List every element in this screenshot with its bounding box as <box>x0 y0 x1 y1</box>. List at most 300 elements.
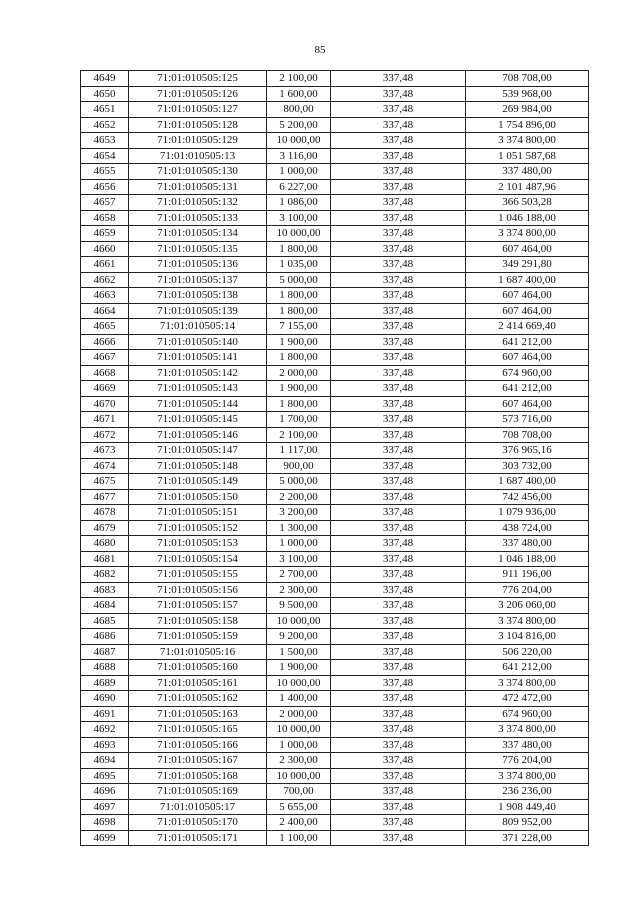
cadastral-number-cell: 71:01:010505:168 <box>129 768 267 784</box>
row-number-cell: 4692 <box>81 722 129 738</box>
rate-cell: 337,48 <box>331 303 466 319</box>
rate-cell: 337,48 <box>331 691 466 707</box>
value-cell: 376 965,16 <box>466 443 589 459</box>
rate-cell: 337,48 <box>331 288 466 304</box>
row-number-cell: 4681 <box>81 551 129 567</box>
row-number-cell: 4656 <box>81 179 129 195</box>
rate-cell: 337,48 <box>331 102 466 118</box>
rate-cell: 337,48 <box>331 474 466 490</box>
row-number-cell: 4654 <box>81 148 129 164</box>
value-cell: 303 732,00 <box>466 458 589 474</box>
value-cell: 3 374 800,00 <box>466 768 589 784</box>
row-number-cell: 4661 <box>81 257 129 273</box>
area-cell: 5 000,00 <box>267 474 331 490</box>
value-cell: 3 374 800,00 <box>466 722 589 738</box>
row-number-cell: 4678 <box>81 505 129 521</box>
table-row <box>81 784 589 800</box>
value-cell: 607 464,00 <box>466 241 589 257</box>
value-cell: 506 220,00 <box>466 644 589 660</box>
area-cell: 6 227,00 <box>267 179 331 195</box>
value-cell: 3 104 816,00 <box>466 629 589 645</box>
rate-cell: 337,48 <box>331 164 466 180</box>
row-number-cell: 4658 <box>81 210 129 226</box>
cadastral-number-cell: 71:01:010505:149 <box>129 474 267 490</box>
cadastral-number-cell: 71:01:010505:126 <box>129 86 267 102</box>
table-row <box>81 195 589 211</box>
value-cell: 349 291,80 <box>466 257 589 273</box>
value-cell: 1 046 188,00 <box>466 551 589 567</box>
value-cell: 809 952,00 <box>466 815 589 831</box>
cadastral-number-cell: 71:01:010505:125 <box>129 71 267 87</box>
value-cell: 269 984,00 <box>466 102 589 118</box>
value-cell: 573 716,00 <box>466 412 589 428</box>
row-number-cell: 4682 <box>81 567 129 583</box>
page-number: 85 <box>314 44 326 56</box>
rate-cell: 337,48 <box>331 536 466 552</box>
rate-cell: 337,48 <box>331 117 466 133</box>
value-cell: 438 724,00 <box>466 520 589 536</box>
table-row <box>81 551 589 567</box>
table-row <box>81 567 589 583</box>
value-cell: 1 687 400,00 <box>466 272 589 288</box>
row-number-cell: 4660 <box>81 241 129 257</box>
area-cell: 1 800,00 <box>267 241 331 257</box>
rate-cell: 337,48 <box>331 334 466 350</box>
cadastral-number-cell: 71:01:010505:135 <box>129 241 267 257</box>
cadastral-number-cell: 71:01:010505:155 <box>129 567 267 583</box>
table-row <box>81 319 589 335</box>
cadastral-number-cell: 71:01:010505:169 <box>129 784 267 800</box>
rate-cell: 337,48 <box>331 551 466 567</box>
value-cell: 3 374 800,00 <box>466 675 589 691</box>
cadastral-number-cell: 71:01:010505:132 <box>129 195 267 211</box>
row-number-cell: 4691 <box>81 706 129 722</box>
table-row <box>81 722 589 738</box>
cadastral-number-cell: 71:01:010505:157 <box>129 598 267 614</box>
table-row <box>81 303 589 319</box>
cadastral-number-cell: 71:01:010505:144 <box>129 396 267 412</box>
value-cell: 641 212,00 <box>466 381 589 397</box>
value-cell: 3 374 800,00 <box>466 133 589 149</box>
rate-cell: 337,48 <box>331 226 466 242</box>
area-cell: 1 000,00 <box>267 536 331 552</box>
cadastral-number-cell: 71:01:010505:138 <box>129 288 267 304</box>
area-cell: 900,00 <box>267 458 331 474</box>
row-number-cell: 4667 <box>81 350 129 366</box>
value-cell: 3 206 060,00 <box>466 598 589 614</box>
rate-cell: 337,48 <box>331 272 466 288</box>
rate-cell: 337,48 <box>331 768 466 784</box>
table-row <box>81 706 589 722</box>
cadastral-number-cell: 71:01:010505:141 <box>129 350 267 366</box>
table-row <box>81 133 589 149</box>
row-number-cell: 4689 <box>81 675 129 691</box>
table-row <box>81 179 589 195</box>
rate-cell: 337,48 <box>331 799 466 815</box>
area-cell: 2 100,00 <box>267 427 331 443</box>
area-cell: 1 900,00 <box>267 660 331 676</box>
area-cell: 1 800,00 <box>267 396 331 412</box>
value-cell: 607 464,00 <box>466 288 589 304</box>
rate-cell: 337,48 <box>331 241 466 257</box>
area-cell: 10 000,00 <box>267 226 331 242</box>
rate-cell: 337,48 <box>331 396 466 412</box>
area-cell: 1 500,00 <box>267 644 331 660</box>
row-number-cell: 4674 <box>81 458 129 474</box>
area-cell: 3 100,00 <box>267 210 331 226</box>
rate-cell: 337,48 <box>331 644 466 660</box>
area-cell: 1 400,00 <box>267 691 331 707</box>
row-number-cell: 4664 <box>81 303 129 319</box>
rate-cell: 337,48 <box>331 319 466 335</box>
area-cell: 1 300,00 <box>267 520 331 536</box>
row-number-cell: 4672 <box>81 427 129 443</box>
table-row <box>81 443 589 459</box>
table-row <box>81 830 589 846</box>
row-number-cell: 4659 <box>81 226 129 242</box>
row-number-cell: 4665 <box>81 319 129 335</box>
value-cell: 366 503,28 <box>466 195 589 211</box>
value-cell: 539 968,00 <box>466 86 589 102</box>
table-row <box>81 272 589 288</box>
value-cell: 371 228,00 <box>466 830 589 846</box>
cadastral-number-cell: 71:01:010505:158 <box>129 613 267 629</box>
area-cell: 2 700,00 <box>267 567 331 583</box>
area-cell: 800,00 <box>267 102 331 118</box>
cadastral-number-cell: 71:01:010505:136 <box>129 257 267 273</box>
cadastral-number-cell: 71:01:010505:171 <box>129 830 267 846</box>
value-cell: 607 464,00 <box>466 350 589 366</box>
rate-cell: 337,48 <box>331 737 466 753</box>
row-number-cell: 4655 <box>81 164 129 180</box>
row-number-cell: 4699 <box>81 830 129 846</box>
table-row <box>81 660 589 676</box>
table-row <box>81 675 589 691</box>
rate-cell: 337,48 <box>331 613 466 629</box>
table-row <box>81 164 589 180</box>
value-cell: 607 464,00 <box>466 396 589 412</box>
cadastral-number-cell: 71:01:010505:153 <box>129 536 267 552</box>
table-row <box>81 474 589 490</box>
table-row <box>81 799 589 815</box>
area-cell: 10 000,00 <box>267 613 331 629</box>
rate-cell: 337,48 <box>331 505 466 521</box>
rate-cell: 337,48 <box>331 520 466 536</box>
value-cell: 641 212,00 <box>466 334 589 350</box>
rate-cell: 337,48 <box>331 148 466 164</box>
value-cell: 674 960,00 <box>466 365 589 381</box>
table-row <box>81 489 589 505</box>
value-cell: 337 480,00 <box>466 536 589 552</box>
rate-cell: 337,48 <box>331 582 466 598</box>
row-number-cell: 4694 <box>81 753 129 769</box>
table-row <box>81 71 589 87</box>
cadastral-number-cell: 71:01:010505:129 <box>129 133 267 149</box>
rate-cell: 337,48 <box>331 133 466 149</box>
row-number-cell: 4698 <box>81 815 129 831</box>
cadastral-number-cell: 71:01:010505:130 <box>129 164 267 180</box>
row-number-cell: 4693 <box>81 737 129 753</box>
area-cell: 2 000,00 <box>267 706 331 722</box>
cadastral-number-cell: 71:01:010505:16 <box>129 644 267 660</box>
table-row <box>81 598 589 614</box>
rate-cell: 337,48 <box>331 660 466 676</box>
area-cell: 10 000,00 <box>267 675 331 691</box>
cadastral-number-cell: 71:01:010505:147 <box>129 443 267 459</box>
value-cell: 472 472,00 <box>466 691 589 707</box>
area-cell: 2 300,00 <box>267 753 331 769</box>
table-body <box>81 71 589 846</box>
row-number-cell: 4651 <box>81 102 129 118</box>
cadastral-number-cell: 71:01:010505:131 <box>129 179 267 195</box>
area-cell: 10 000,00 <box>267 133 331 149</box>
area-cell: 3 200,00 <box>267 505 331 521</box>
cadastral-number-cell: 71:01:010505:170 <box>129 815 267 831</box>
cadastral-number-cell: 71:01:010505:167 <box>129 753 267 769</box>
rate-cell: 337,48 <box>331 722 466 738</box>
area-cell: 1 000,00 <box>267 164 331 180</box>
value-cell: 742 456,00 <box>466 489 589 505</box>
table-row <box>81 644 589 660</box>
value-cell: 1 046 188,00 <box>466 210 589 226</box>
rate-cell: 337,48 <box>331 489 466 505</box>
row-number-cell: 4662 <box>81 272 129 288</box>
value-cell: 2 414 669,40 <box>466 319 589 335</box>
rate-cell: 337,48 <box>331 706 466 722</box>
rate-cell: 337,48 <box>331 71 466 87</box>
value-cell: 911 196,00 <box>466 567 589 583</box>
area-cell: 1 000,00 <box>267 737 331 753</box>
rate-cell: 337,48 <box>331 598 466 614</box>
cadastral-number-cell: 71:01:010505:17 <box>129 799 267 815</box>
table-row <box>81 241 589 257</box>
cadastral-number-cell: 71:01:010505:146 <box>129 427 267 443</box>
area-cell: 1 117,00 <box>267 443 331 459</box>
row-number-cell: 4669 <box>81 381 129 397</box>
rate-cell: 337,48 <box>331 381 466 397</box>
area-cell: 700,00 <box>267 784 331 800</box>
area-cell: 1 100,00 <box>267 830 331 846</box>
cadastral-number-cell: 71:01:010505:143 <box>129 381 267 397</box>
rate-cell: 337,48 <box>331 443 466 459</box>
row-number-cell: 4690 <box>81 691 129 707</box>
table-row <box>81 536 589 552</box>
rate-cell: 337,48 <box>331 210 466 226</box>
rate-cell: 337,48 <box>331 350 466 366</box>
value-cell: 3 374 800,00 <box>466 226 589 242</box>
rate-cell: 337,48 <box>331 567 466 583</box>
table-row <box>81 505 589 521</box>
cadastral-number-cell: 71:01:010505:145 <box>129 412 267 428</box>
area-cell: 1 800,00 <box>267 303 331 319</box>
cadastral-number-cell: 71:01:010505:133 <box>129 210 267 226</box>
rate-cell: 337,48 <box>331 629 466 645</box>
row-number-cell: 4687 <box>81 644 129 660</box>
area-cell: 2 100,00 <box>267 71 331 87</box>
cadastral-number-cell: 71:01:010505:154 <box>129 551 267 567</box>
table-row <box>81 210 589 226</box>
cadastral-number-cell: 71:01:010505:134 <box>129 226 267 242</box>
value-cell: 607 464,00 <box>466 303 589 319</box>
table-row <box>81 117 589 133</box>
area-cell: 1 700,00 <box>267 412 331 428</box>
area-cell: 9 500,00 <box>267 598 331 614</box>
table-row <box>81 257 589 273</box>
value-cell: 674 960,00 <box>466 706 589 722</box>
row-number-cell: 4695 <box>81 768 129 784</box>
table-row <box>81 365 589 381</box>
table-row <box>81 582 589 598</box>
area-cell: 1 035,00 <box>267 257 331 273</box>
row-number-cell: 4657 <box>81 195 129 211</box>
cadastral-number-cell: 71:01:010505:162 <box>129 691 267 707</box>
table-row <box>81 288 589 304</box>
rate-cell: 337,48 <box>331 257 466 273</box>
row-number-cell: 4684 <box>81 598 129 614</box>
table-row <box>81 148 589 164</box>
row-number-cell: 4663 <box>81 288 129 304</box>
rate-cell: 337,48 <box>331 86 466 102</box>
rate-cell: 337,48 <box>331 365 466 381</box>
value-cell: 641 212,00 <box>466 660 589 676</box>
row-number-cell: 4675 <box>81 474 129 490</box>
area-cell: 5 000,00 <box>267 272 331 288</box>
cadastral-number-cell: 71:01:010505:161 <box>129 675 267 691</box>
row-number-cell: 4685 <box>81 613 129 629</box>
table-row <box>81 737 589 753</box>
area-cell: 10 000,00 <box>267 722 331 738</box>
value-cell: 337 480,00 <box>466 164 589 180</box>
table-row <box>81 102 589 118</box>
area-cell: 1 800,00 <box>267 288 331 304</box>
rate-cell: 337,48 <box>331 784 466 800</box>
area-cell: 3 100,00 <box>267 551 331 567</box>
cadastral-number-cell: 71:01:010505:128 <box>129 117 267 133</box>
row-number-cell: 4666 <box>81 334 129 350</box>
cadastral-number-cell: 71:01:010505:14 <box>129 319 267 335</box>
cadastral-number-cell: 71:01:010505:142 <box>129 365 267 381</box>
cadastral-number-cell: 71:01:010505:139 <box>129 303 267 319</box>
row-number-cell: 4670 <box>81 396 129 412</box>
area-cell: 9 200,00 <box>267 629 331 645</box>
row-number-cell: 4668 <box>81 365 129 381</box>
rate-cell: 337,48 <box>331 412 466 428</box>
rate-cell: 337,48 <box>331 179 466 195</box>
table-row <box>81 458 589 474</box>
table-row <box>81 815 589 831</box>
area-cell: 2 300,00 <box>267 582 331 598</box>
area-cell: 5 200,00 <box>267 117 331 133</box>
area-cell: 1 086,00 <box>267 195 331 211</box>
table-row <box>81 629 589 645</box>
area-cell: 3 116,00 <box>267 148 331 164</box>
table-row <box>81 381 589 397</box>
rate-cell: 337,48 <box>331 427 466 443</box>
value-cell: 337 480,00 <box>466 737 589 753</box>
value-cell: 3 374 800,00 <box>466 613 589 629</box>
cadastral-value-table <box>80 70 589 846</box>
area-cell: 2 200,00 <box>267 489 331 505</box>
area-cell: 1 900,00 <box>267 334 331 350</box>
value-cell: 1 754 896,00 <box>466 117 589 133</box>
row-number-cell: 4683 <box>81 582 129 598</box>
row-number-cell: 4686 <box>81 629 129 645</box>
value-cell: 708 708,00 <box>466 427 589 443</box>
row-number-cell: 4677 <box>81 489 129 505</box>
table-row <box>81 691 589 707</box>
rate-cell: 337,48 <box>331 830 466 846</box>
table-row <box>81 396 589 412</box>
area-cell: 2 000,00 <box>267 365 331 381</box>
row-number-cell: 4679 <box>81 520 129 536</box>
cadastral-number-cell: 71:01:010505:150 <box>129 489 267 505</box>
table-row <box>81 412 589 428</box>
cadastral-number-cell: 71:01:010505:159 <box>129 629 267 645</box>
row-number-cell: 4652 <box>81 117 129 133</box>
area-cell: 1 800,00 <box>267 350 331 366</box>
cadastral-number-cell: 71:01:010505:166 <box>129 737 267 753</box>
rate-cell: 337,48 <box>331 815 466 831</box>
value-cell: 1 079 936,00 <box>466 505 589 521</box>
table-row <box>81 334 589 350</box>
value-cell: 1 051 587,68 <box>466 148 589 164</box>
area-cell: 1 900,00 <box>267 381 331 397</box>
row-number-cell: 4697 <box>81 799 129 815</box>
table-row <box>81 427 589 443</box>
row-number-cell: 4650 <box>81 86 129 102</box>
value-cell: 1 687 400,00 <box>466 474 589 490</box>
cadastral-number-cell: 71:01:010505:163 <box>129 706 267 722</box>
area-cell: 10 000,00 <box>267 768 331 784</box>
rate-cell: 337,48 <box>331 458 466 474</box>
row-number-cell: 4671 <box>81 412 129 428</box>
table-row <box>81 226 589 242</box>
value-cell: 236 236,00 <box>466 784 589 800</box>
area-cell: 1 600,00 <box>267 86 331 102</box>
rate-cell: 337,48 <box>331 195 466 211</box>
cadastral-number-cell: 71:01:010505:127 <box>129 102 267 118</box>
cadastral-number-cell: 71:01:010505:140 <box>129 334 267 350</box>
area-cell: 5 655,00 <box>267 799 331 815</box>
cadastral-number-cell: 71:01:010505:148 <box>129 458 267 474</box>
rate-cell: 337,48 <box>331 753 466 769</box>
table-row <box>81 520 589 536</box>
table-row <box>81 86 589 102</box>
cadastral-number-cell: 71:01:010505:151 <box>129 505 267 521</box>
value-cell: 776 204,00 <box>466 582 589 598</box>
value-cell: 2 101 487,96 <box>466 179 589 195</box>
area-cell: 7 155,00 <box>267 319 331 335</box>
cadastral-number-cell: 71:01:010505:156 <box>129 582 267 598</box>
table-row <box>81 753 589 769</box>
table-row <box>81 768 589 784</box>
row-number-cell: 4673 <box>81 443 129 459</box>
row-number-cell: 4688 <box>81 660 129 676</box>
value-cell: 708 708,00 <box>466 71 589 87</box>
cadastral-number-cell: 71:01:010505:152 <box>129 520 267 536</box>
cadastral-number-cell: 71:01:010505:160 <box>129 660 267 676</box>
table-row <box>81 350 589 366</box>
cadastral-number-cell: 71:01:010505:137 <box>129 272 267 288</box>
row-number-cell: 4680 <box>81 536 129 552</box>
area-cell: 2 400,00 <box>267 815 331 831</box>
row-number-cell: 4653 <box>81 133 129 149</box>
value-cell: 776 204,00 <box>466 753 589 769</box>
value-cell: 1 908 449,40 <box>466 799 589 815</box>
row-number-cell: 4696 <box>81 784 129 800</box>
table-row <box>81 613 589 629</box>
rate-cell: 337,48 <box>331 675 466 691</box>
